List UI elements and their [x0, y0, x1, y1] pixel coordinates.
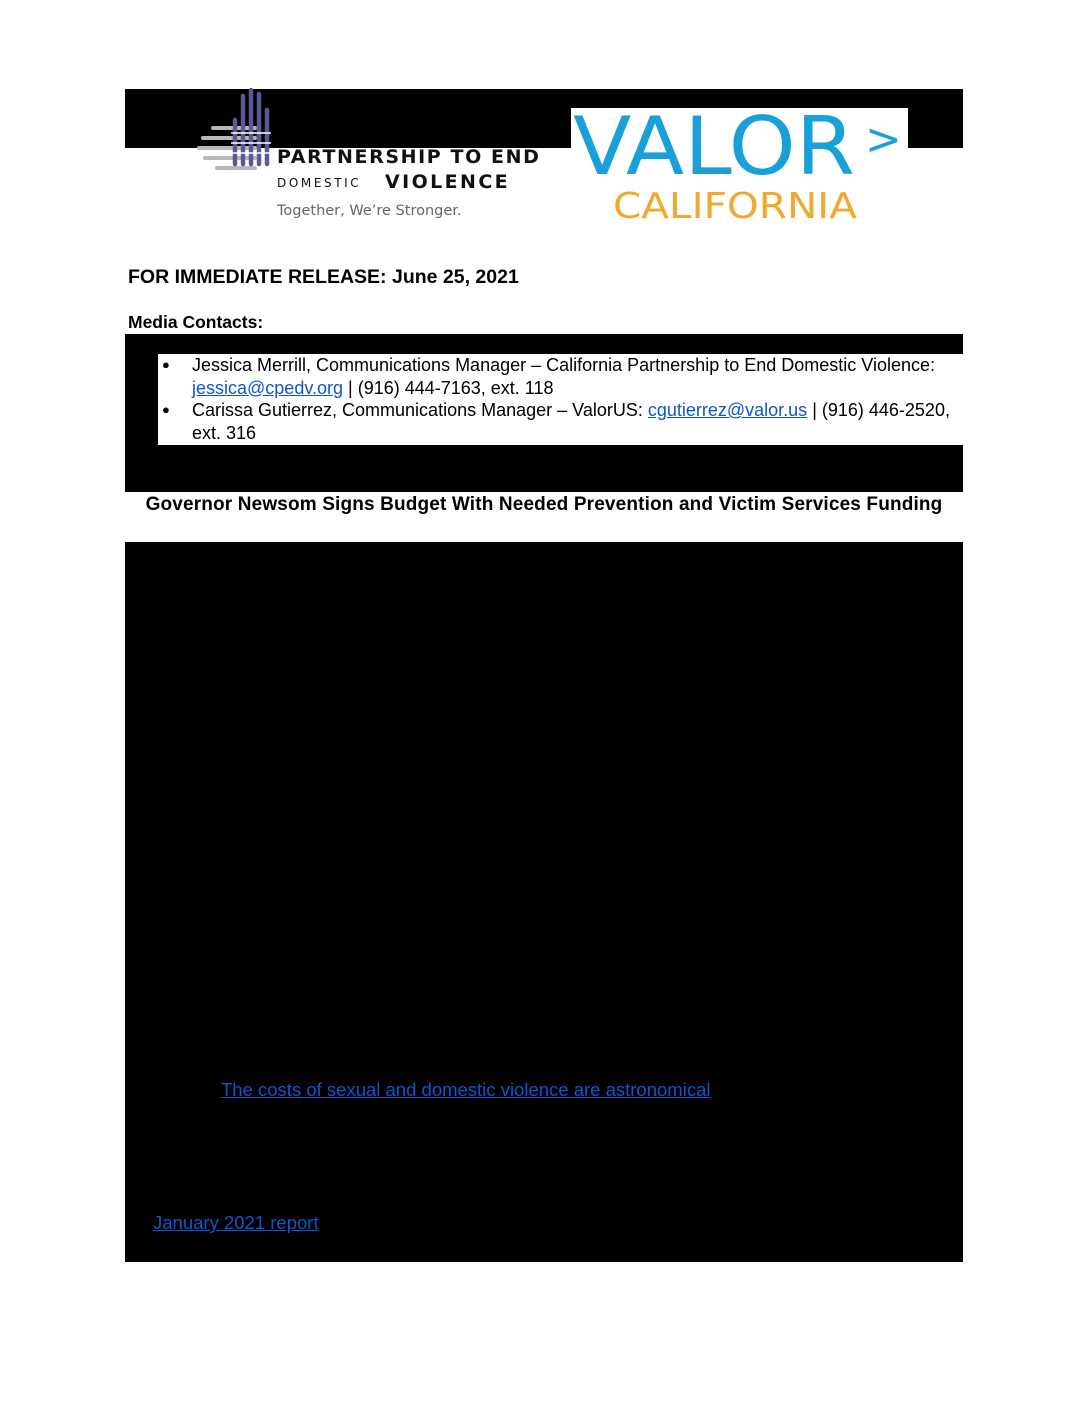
- contact-email-link[interactable]: jessica@cpedv.org: [192, 377, 344, 398]
- redaction-body-block: [125, 542, 963, 1262]
- partnership-name-line1: PARTNERSHIP TO END: [277, 146, 541, 168]
- media-contacts-list: [158, 354, 963, 445]
- valor-arrow-icon: >: [865, 114, 902, 165]
- valor-region: CALIFORNIA: [613, 186, 858, 223]
- partnership-tagline: Together, We’re Stronger.: [277, 203, 462, 219]
- partnership-name-line2b: VIOLENCE: [385, 171, 511, 193]
- contact-text: Jessica Merrill, Communications Manager – California Partnership to End Domestic Violence:: [192, 355, 935, 375]
- contact-text: Carissa Gutierrez, Communications Manager – ValorUS:: [192, 400, 648, 420]
- january-report-link[interactable]: January 2021 report: [153, 1212, 319, 1233]
- contact-item: [158, 399, 963, 444]
- bullet-icon: ●: [162, 402, 170, 417]
- contact-phone: | (916) 446-2520, ext. 316: [192, 400, 950, 443]
- bullet-icon: ●: [162, 357, 170, 372]
- valor-wordmark: VALOR: [573, 108, 855, 193]
- release-date-line: FOR IMMEDIATE RELEASE: June 25, 2021: [128, 266, 519, 288]
- press-release-headline: Governor Newsom Signs Budget With Needed Prevention and Victim Services Funding: [145, 494, 943, 515]
- media-contacts-heading: Media Contacts:: [128, 312, 264, 332]
- costs-article-link[interactable]: The costs of sexual and domestic violence are astronomical: [221, 1079, 711, 1100]
- contact-phone: | (916) 444-7163, ext. 118: [343, 377, 554, 398]
- contact-email-link[interactable]: cgutierrez@valor.us: [647, 400, 808, 420]
- contact-item: [158, 354, 963, 399]
- partnership-logo: [195, 88, 545, 223]
- valor-california-logo: [571, 108, 908, 223]
- partnership-name-line2a: DOMESTIC: [277, 176, 362, 190]
- partnership-hands-icon: [195, 88, 545, 223]
